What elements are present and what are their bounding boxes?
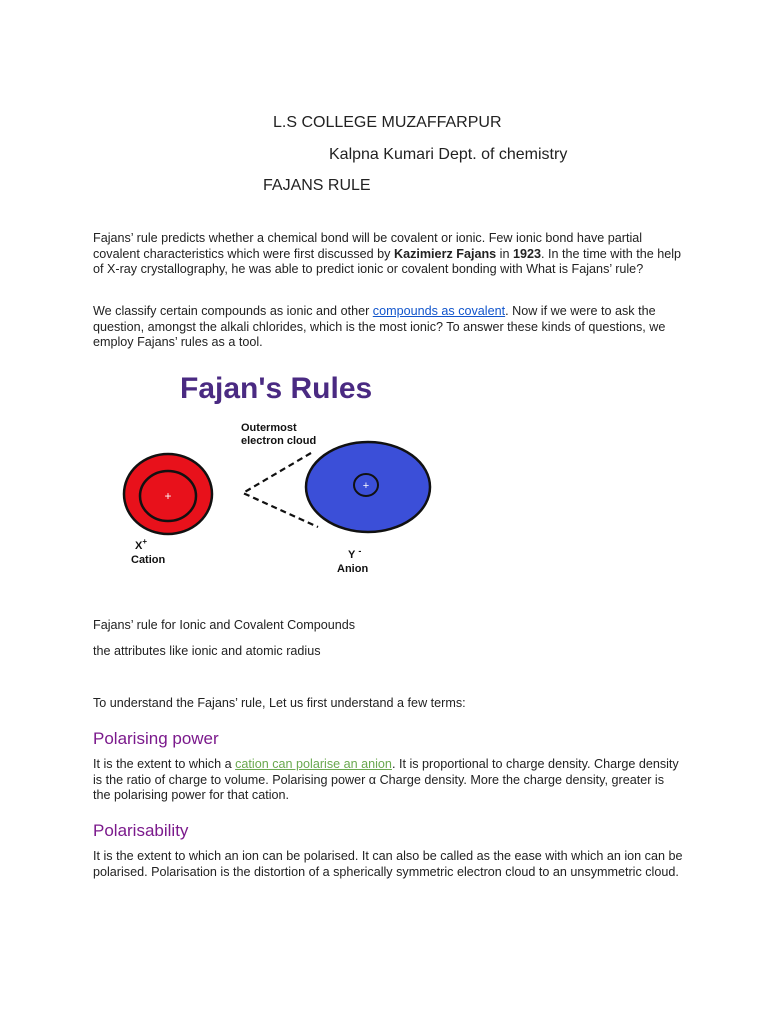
cation-plus-sign: + [164, 489, 172, 503]
year-1923: 1923 [512, 246, 542, 261]
cation-polarise-anion-link[interactable]: cation can polarise an anion [235, 757, 392, 771]
understand-terms-line: To understand the Fajans’ rule, Let us first understand a few terms: [93, 696, 466, 710]
figure-caption: Fajans’ rule for Ionic and Covalent Compounds [93, 618, 356, 632]
anion-plus-sign: + [362, 480, 370, 492]
polarising-power-heading: Polarising power [93, 729, 219, 748]
cloud-label-line2: electron cloud [241, 435, 317, 447]
anion-label: Anion [337, 563, 369, 575]
fajans-rules-figure [118, 365, 438, 580]
compounds-covalent-link[interactable]: compounds as covalent [372, 304, 506, 318]
intro-text-2: in [496, 246, 513, 261]
author-line: Kalpna Kumari Dept. of chemistry [329, 146, 568, 163]
cloud-label-line1: Outermost [241, 422, 297, 434]
cation-label: Cation [131, 554, 166, 566]
college-name: L.S COLLEGE MUZAFFARPUR [273, 114, 502, 131]
polarising-text-2: . It is proportional to charge density. Charge density is the ratio of charge to volume. Polarising power α Charge density. More the charge density, greater is the polarising power for that cation. [93, 757, 679, 802]
polarising-power-paragraph [93, 757, 683, 804]
intro-text-1: Fajans’ rule predicts whether a chemical bond will be covalent or ionic. Few ionic bond have partial covalent characteristics which were first discussed by [93, 231, 643, 261]
polarisability-paragraph: It is the extent to which an ion can be polarised. It can also be called as the ease with which an ion can be polarised. Polarisation is the distortion of a spherically symmetric electron cloud to an unsymmetric cloud. [93, 849, 683, 879]
cation-symbol: X+ [135, 537, 148, 552]
figure-title: Fajan's Rules [180, 372, 373, 405]
polarisability-heading: Polarisability [93, 821, 189, 840]
fajans-name: Kazimierz Fajans [393, 246, 497, 261]
classify-text-2: . Now if we were to ask the question, amongst the alkali chlorides, which is the most ionic? To answer these kinds of questions, we employ Fajans’ rules as a tool. [93, 304, 666, 349]
attributes-line: the attributes like ionic and atomic radius [93, 644, 321, 658]
intro-paragraph [93, 231, 683, 278]
intro-text-3: . In the time with the help of X-ray crystallography, he was able to predict ionic or covalent bonding with What is Fajans’ rule? [93, 246, 682, 276]
anion-symbol: Y - [348, 546, 362, 561]
classify-text-1: We classify certain compounds as ionic and other [93, 304, 373, 318]
document-title: FAJANS RULE [263, 177, 371, 194]
polarising-text-1: It is the extent to which a [93, 757, 236, 771]
classify-paragraph [93, 304, 683, 351]
